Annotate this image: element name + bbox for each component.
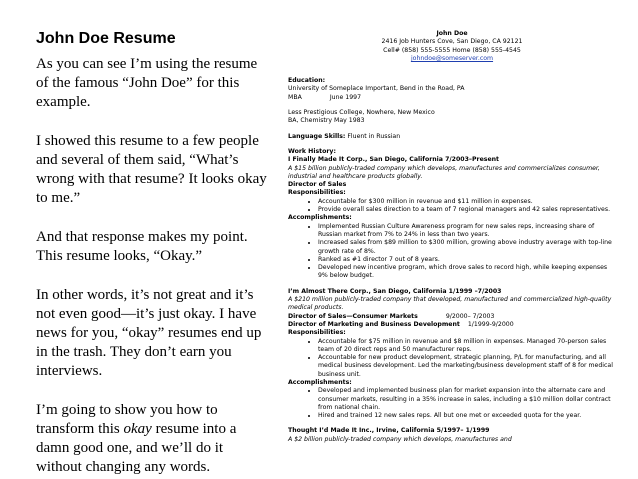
job-3-header: Thought I’d Made It Inc., Irvine, California 5/1997– 1/1999 <box>288 427 490 435</box>
list-item: • Hired and trained 12 new sales reps. All but one met or exceeded quota for the year. <box>318 412 616 420</box>
education-degree-1 <box>288 94 616 102</box>
job-2-date-2: 1/1999-9/2000 <box>467 320 514 328</box>
job-2-responsibilities-label: Responsibilities: <box>288 329 346 337</box>
narrative-paragraph-3: And that response makes my point. This resume looks, “Okay.” <box>36 229 248 264</box>
education-school-2: Less Prestigious College, Nowhere, New Mexico <box>288 109 435 117</box>
resume-name: John Doe <box>436 30 468 37</box>
job-2-description: A $210 million publicly-traded company that developed, manufactured and commercialized high-quality medical products. <box>288 296 612 312</box>
list-item: • Ranked as #1 director 7 out of 8 years. <box>318 256 616 264</box>
education-school-1: University of Someplace Important, Bend in the Road, PA <box>288 85 465 93</box>
paragraph-5-pre: I’m going to show you how to transform this <box>36 402 218 437</box>
degree-1-date: June 1997 <box>329 93 362 101</box>
narrative-paragraph-4: In other words, it’s not great and it’s not even good—it’s just okay. I have news for you, “okay” resumes end up in the trash. They don’t earn you interviews. <box>36 287 262 379</box>
list-item: • Accountable for $75 million in revenue and $8 million in expenses. Managed 70-person sales team of 20 direct reps and 50 manufacturer reps. <box>318 338 616 355</box>
narrative-paragraph-2: I showed this resume to a few people and several of them said, “What’s wrong with that resume? It looks okay to me.” <box>36 133 267 206</box>
paragraph-5-post: resume into a damn good one, and we’ll do it without changing any words. <box>36 421 237 475</box>
language-label: Language Skills: <box>288 132 346 140</box>
job-1-title: Director of Sales <box>288 181 347 189</box>
job-2-date-1: 9/2000– 7/2003 <box>445 312 495 320</box>
resume-email-link[interactable]: johndoe@someserver.com <box>410 54 494 62</box>
job-1-responsibilities-list <box>288 198 616 215</box>
education-heading: Education: <box>288 77 326 85</box>
job-1-accomplishments-label: Accomplishments: <box>288 214 352 222</box>
list-item: • Increased sales from $89 million to $300 million, growing above industry average with top-line growth rate of 8%. <box>318 239 616 256</box>
education-degree-2: BA, Chemistry May 1983 <box>288 117 365 125</box>
job-2-accomplishments-list <box>288 387 616 420</box>
list-item: • Implemented Russian Culture Awareness program for new sales reps, increasing share of Russian market from 7% to 24% in less than two years. <box>318 223 616 240</box>
job-1-header: I Finally Made It Corp., San Diego, California 7/2003–Present <box>288 156 500 164</box>
narrative-text <box>36 55 271 477</box>
slide-title: John Doe Resume <box>36 30 176 47</box>
job-2-title-2-row <box>288 321 616 329</box>
job-2-title-1-row <box>288 313 616 321</box>
work-history-heading: Work History: <box>288 147 336 155</box>
list-item: • Developed and implemented business plan for market expansion into the alternate care and consumer markets, resulting in a 35% increase in sales, including a $10 million dollar contract from national chain. <box>318 387 616 412</box>
list-item: • Accountable for new product development, strategic planning, P/L for manufacturing, and all medical business development. Led the marketing/business development staff of 8 for medical business unit. <box>318 354 616 379</box>
paragraph-5-emphasis: okay <box>123 421 152 437</box>
resume-phones: Cell# (858) 555-5555 Home (858) 555-4545 <box>383 46 521 54</box>
list-item: • Provide overall sales direction to a team of 7 regional managers and 42 sales representatives. <box>318 206 616 214</box>
job-1-accomplishments-list <box>288 223 616 281</box>
job-2-accomplishments-label: Accomplishments: <box>288 378 352 386</box>
resume-document <box>288 30 616 444</box>
narrative-paragraph-5 <box>36 401 271 477</box>
job-3-description: A $2 billion publicly-traded company which develops, manufactures and <box>288 435 512 443</box>
degree-1: MBA <box>288 93 302 101</box>
language-value: Fluent in Russian <box>345 132 401 140</box>
job-2-responsibilities-list <box>288 338 616 379</box>
list-item: • Developed new incentive program, which drove sales to record high, while keeping expenses 9% below budget. <box>318 264 616 281</box>
resume-address: 2416 Job Hunters Cove, San Diego, CA 92121 <box>381 38 523 46</box>
job-1-responsibilities-label: Responsibilities: <box>288 189 346 197</box>
job-2-title-1: Director of Sales—Consumer Markets <box>288 312 418 320</box>
list-item: • Accountable for $300 million in revenue and $11 million in expenses. <box>318 198 616 206</box>
job-2-title-2: Director of Marketing and Business Development <box>288 320 460 328</box>
job-2-header: I’m Almost There Corp., San Diego, California 1/1999 –7/2003 <box>288 287 502 295</box>
job-1-description: A $15 billion publicly-traded company which develops, manufactures and commercializes consumer, industrial and healthcare products globally. <box>288 164 600 180</box>
narrative-paragraph-1: As you can see I’m using the resume of the famous “John Doe” for this example. <box>36 56 258 110</box>
